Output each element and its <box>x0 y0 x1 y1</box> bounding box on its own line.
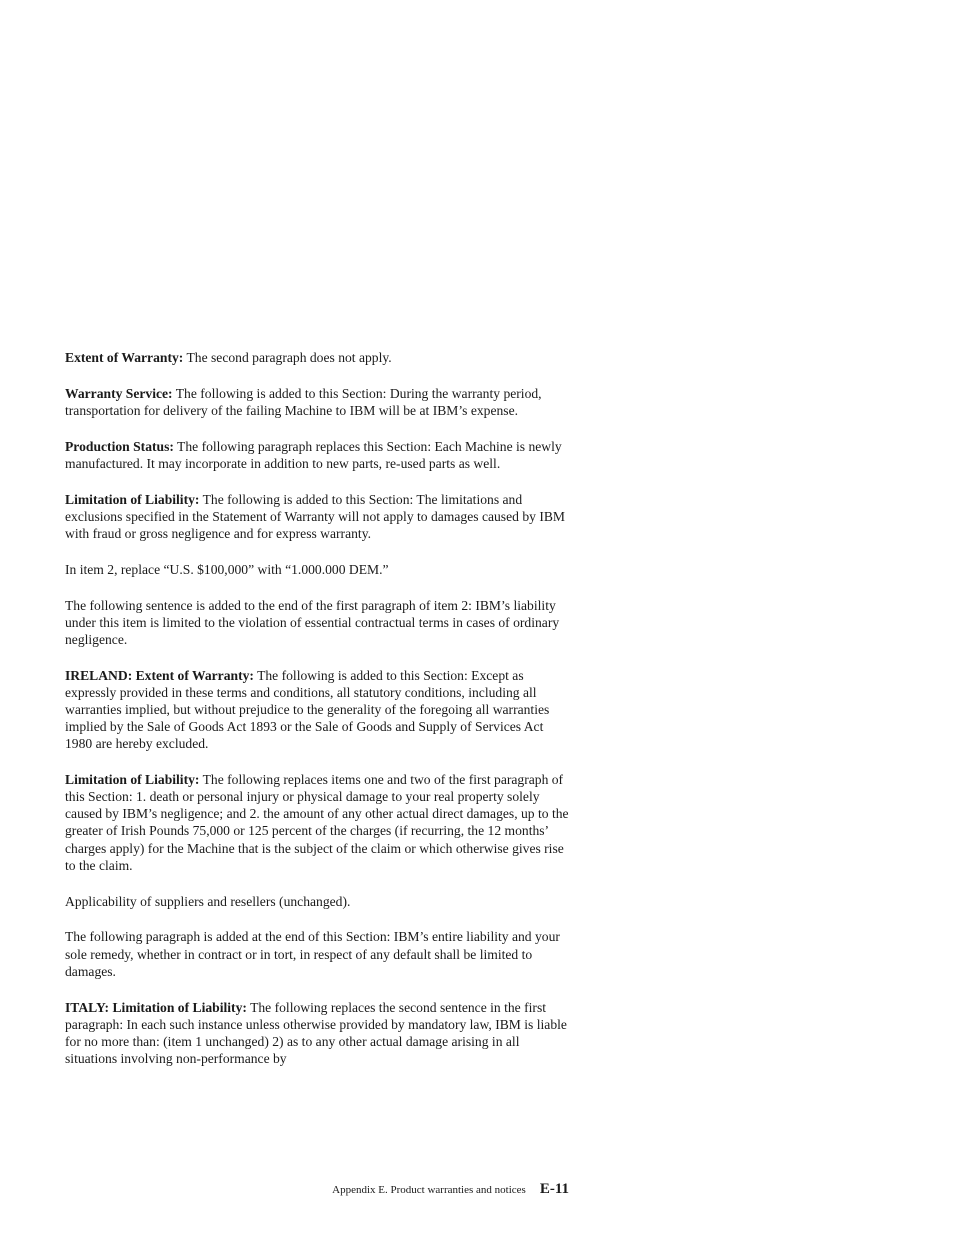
paragraph-italy-limitation-of-liability <box>65 999 573 1067</box>
paragraph-text: The second paragraph does not apply. <box>186 350 392 365</box>
paragraph-item-2-replace <box>65 561 573 578</box>
paragraph-heading: Limitation of Liability: <box>65 772 200 788</box>
paragraph-heading: ITALY: Limitation of Liability: <box>65 999 247 1015</box>
paragraph-production-status <box>65 438 573 472</box>
paragraph-extent-of-warranty <box>65 349 573 366</box>
paragraph-suppliers-resellers <box>65 893 573 910</box>
paragraph-text: Applicability of suppliers and resellers (unchanged). <box>65 893 351 909</box>
page-footer <box>332 1180 569 1198</box>
paragraph-ireland-extent-of-warranty <box>65 667 573 752</box>
paragraph-heading: Extent of Warranty: <box>65 350 184 365</box>
paragraph-text: In item 2, replace “U.S. $100,000” with “1.000.000 DEM.” <box>65 561 389 577</box>
page-number: E-11 <box>539 1181 569 1197</box>
paragraph-heading: IRELAND: Extent of Warranty: <box>65 667 254 683</box>
paragraph-heading: Limitation of Liability: <box>65 491 200 507</box>
paragraph-text: The following is added to this Section: The limitations and exclusions specified in the Statement of Warranty will not apply to damages caused by IBM with fraud or gross negligence and for express warranty. <box>65 491 565 542</box>
paragraph-item-2-sentence <box>65 597 573 648</box>
footer-section-title: Appendix E. Product warranties and notices <box>332 1184 526 1196</box>
paragraph-text: The following paragraph is added at the end of this Section: IBM’s entire liability and your sole remedy, whether in contract or in tort, in respect of any default shall be limited to damages. <box>65 929 560 979</box>
paragraph-ireland-limitation-of-liability <box>65 771 573 874</box>
paragraph-heading: Production Status: <box>65 438 174 454</box>
paragraph-text: The following is added to this Section: During the warranty period, transportation for delivery of the failing Machine to IBM will be at IBM’s expense. <box>65 385 542 418</box>
paragraph-limitation-of-liability <box>65 491 573 542</box>
paragraph-text: The following sentence is added to the end of the first paragraph of item 2: IBM’s liability under this item is limited to the violation of essential contractual terms in cases of ordinary negligence. <box>65 597 560 648</box>
paragraph-text: The following replaces the second sentence in the first paragraph: In each such instance unless otherwise provided by mandatory law, IBM is liable for no more than: (item 1 unchanged) 2) as to any other actual damage arising in all situations involving non-performance by <box>65 999 567 1066</box>
document-body <box>65 349 573 1086</box>
paragraph-text: The following replaces items one and two of the first paragraph of this Section: 1. death or personal injury or physical damage to your real property solely caused by IBM’s negligence; and 2. the amount of any other actual direct damages, up to the greater of Irish Pounds 75,000 or 125 percent of the charges (if recurring, the 12 months’ charges apply) for the Machine that is the subject of the claim or which otherwise gives rise to the claim. <box>65 772 569 873</box>
paragraph-heading: Warranty Service: <box>65 385 173 401</box>
paragraph-warranty-service <box>65 385 573 419</box>
paragraph-text: The following is added to this Section: Except as expressly provided in these terms and conditions, all statutory conditions, including all warranties implied, but without prejudice to the generality of the foregoing all warranties implied by the Sale of Goods Act 1893 or the Sale of Goods and Supply of Services Act 1980 are hereby excluded. <box>65 667 550 752</box>
paragraph-entire-liability <box>65 928 573 979</box>
paragraph-text: The following paragraph replaces this Section: Each Machine is newly manufactured. It may incorporate in addition to new parts, re-used parts as well. <box>65 438 562 471</box>
